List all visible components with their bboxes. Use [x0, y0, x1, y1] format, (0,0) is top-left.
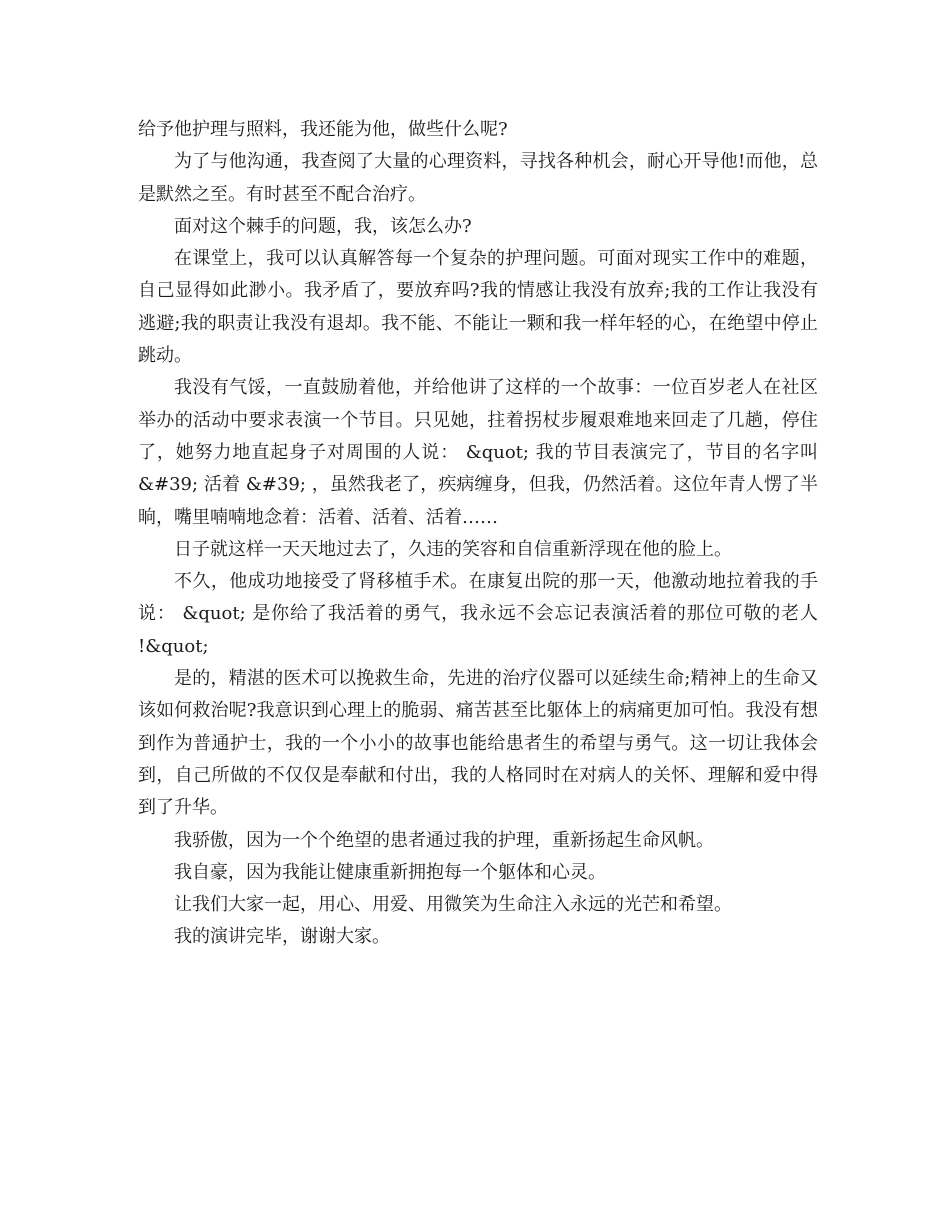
paragraph: 给予他护理与照料，我还能为他，做些什么呢? [138, 119, 508, 140]
paragraph: 不久，他成功地接受了肾移植手术。在康复出院的那一天，他激动地拉着我的手说： &quot; 是你给了我活着的勇气，我永远不会忘记表演活着的那位可敬的老人 !&quot; [138, 571, 824, 657]
paragraph: 让我们大家一起，用心、用爱、用微笑为生命注入永远的光芒和希望。 [174, 894, 732, 916]
paragraph: 我的演讲完毕，谢谢大家。 [174, 926, 390, 948]
paragraph: 是的，精湛的医术可以挽救生命，先进的治疗仪器可以延续生命;精神上的生命又该如何救治呢?我意识到心理上的脆弱、痛苦甚至比躯体上的病痛更加可怕。我没有想到作为普通护士，我的一个小小的故事也能给患者生的希望与勇气。这一切让我体会到，自己所做的不仅仅是奉献和付出，我的人格同时在对病人的关怀、理解和爱中得到了升华。 [138, 668, 818, 819]
paragraph: 我骄傲，因为一个个绝望的患者通过我的护理，重新扬起生命风帆。 [174, 829, 714, 851]
paragraph: 我自豪，因为我能让健康重新拥抱每一个躯体和心灵。 [174, 861, 606, 883]
paragraph: 为了与他沟通，我查阅了大量的心理资料，寻找各种机会，耐心开导他!而他，总是默然之至。有时甚至不配合治疗。 [138, 151, 818, 205]
document-body [138, 114, 824, 954]
paragraph: 面对这个棘手的问题，我，该怎么办? [174, 215, 472, 237]
paragraph: 我没有气馁，一直鼓励着他，并给他讲了这样的一个故事：一位百岁老人在社区举办的活动中要求表演一个节目。只见她，拄着拐杖步履艰难地来回走了几趟，停住了，她努力地直起身子对周围的人说： &quot; 我的节目表演完了，节目的名字叫 &#39; 活着 &#39; ，虽然我老了，疾病缠身，但我，仍然活着。这位年青人愣了半晌，嘴里喃喃地念着：活着、活着、活着…… [138, 377, 824, 528]
paragraph: 日子就这样一天天地过去了，久违的笑容和自信重新浮现在他的脸上。 [174, 538, 732, 560]
paragraph: 在课堂上，我可以认真解答每一个复杂的护理问题。可面对现实工作中的难题，自己显得如此渺小。我矛盾了，要放弃吗?我的情感让我没有放弃;我的工作让我没有逃避;我的职责让我没有退却。我不能、不能让一颗和我一样年轻的心，在绝望中停止跳动。 [138, 248, 818, 367]
